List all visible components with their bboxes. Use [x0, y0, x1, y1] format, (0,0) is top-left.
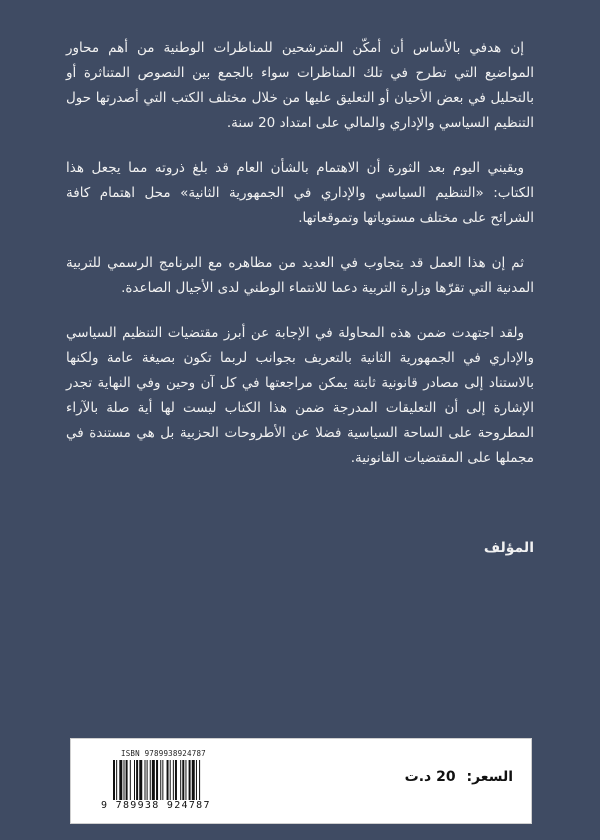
price — [405, 769, 513, 785]
barcode-bars — [111, 760, 261, 800]
isbn-digits: 9 789938 924787 — [101, 800, 211, 811]
paragraph-2: ويقيني اليوم بعد الثورة أن الاهتمام بالشأن العام قد بلغ ذروته مما يجعل هذا الكتاب: «التنظيم السياسي والإداري في الجمهورية الثانية» محل اهتمام كافة الشرائح على مختلف مستوياتها وتموقعاتها. — [66, 160, 534, 226]
back-cover-text — [66, 36, 534, 491]
author-signature: المؤلف — [483, 540, 534, 556]
price-value: 20 د.ت — [404, 769, 456, 785]
paragraph-1: إن هدفي بالأساس أن أمكّن المترشحين للمناظرات الوطنية من أهم محاور المواضيع التي تطرح في تلك المناظرات سواء بالجمع بين النصوص المتناثرة أو بالتحليل في بعض الأحيان أو التعليق عليها من خلال مختلف الكتب التي أصدرتها حول التنظيم السياسي والإداري والمالي على امتداد 20 سنة. — [66, 40, 534, 131]
paragraph-4: ولقد اجتهدت ضمن هذه المحاولة في الإجابة عن أبرز مقتضيات التنظيم السياسي والإداري في الجمهورية الثانية بالتعريف بجوانب لربما تكون بصيغة عامة ولكنها بالاستناد إلى مصادر قانونية ثابتة يمكن مراجعتها في كل آن وحين وفي النهاية تجدر الإشارة إلى أن التعليقات المدرجة ضمن هذا الكتاب ليست لها أية صلة بالآراء المطروحة على الساحة السياسية فضلا عن الأطروحات الحزبية بل هي مستندة في مجملها على المقتضيات القانونية. — [66, 325, 534, 466]
paragraph-3: ثم إن هذا العمل قد يتجاوب في العديد من مظاهره مع البرنامج الرسمي للتربية المدنية التي تقرّها وزارة التربية دعما للانتماء الوطني لدى الأجيال الصاعدة. — [66, 255, 534, 296]
isbn-label: ISBN 9789938924787 — [121, 749, 206, 758]
price-label: السعر: — [466, 769, 513, 785]
isbn-barcode — [97, 751, 275, 813]
barcode-panel — [70, 738, 532, 824]
